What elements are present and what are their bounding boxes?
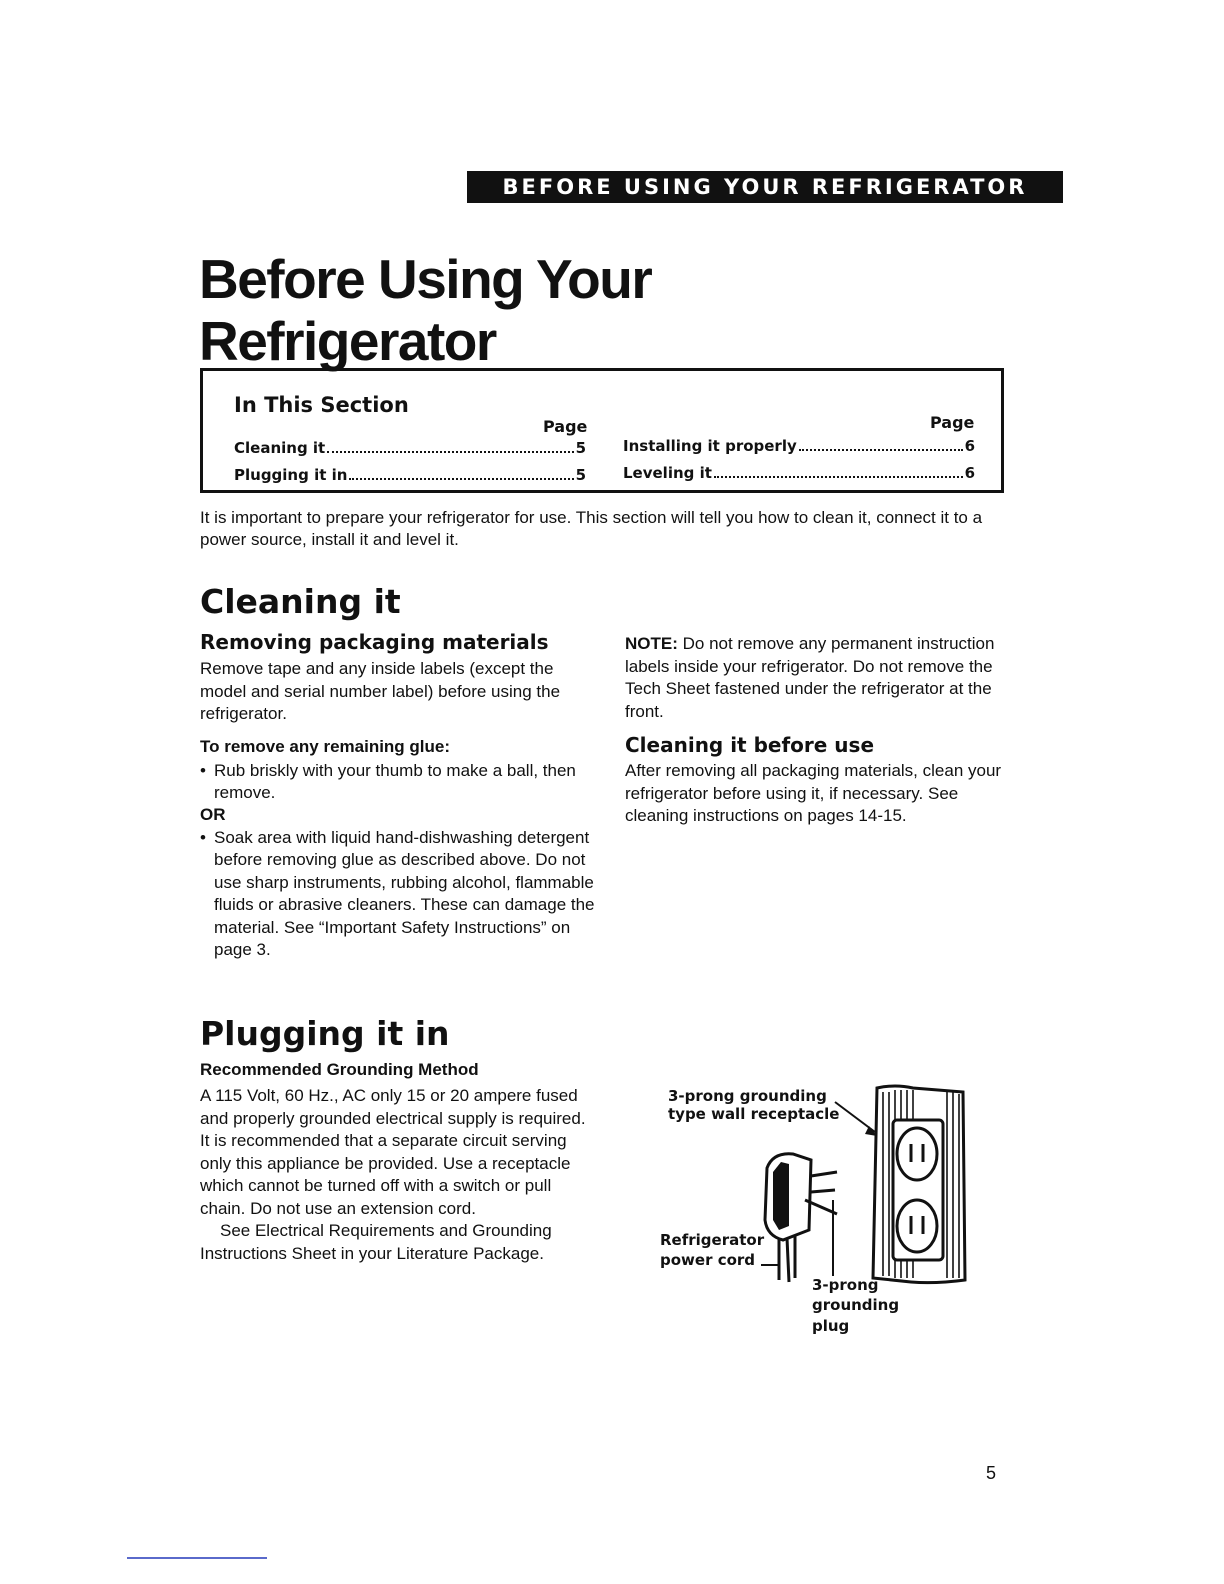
removing-packaging-text: Remove tape and any inside labels (except the model and serial number label) before using the refrigerator. <box>200 659 561 723</box>
page-title-line1: Before Using Your <box>199 248 652 310</box>
label-cord-1: Refrigerator <box>660 1231 765 1249</box>
plugging-heading: Plugging it in <box>200 1014 450 1053</box>
toc-item-page: 5 <box>575 466 586 484</box>
label-receptacle-1: 3-prong grounding <box>668 1087 827 1105</box>
label-plug-3: plug <box>812 1317 850 1335</box>
label-cord-2: power cord <box>660 1251 756 1269</box>
toc-page-header-right: Page <box>930 413 975 432</box>
note-paragraph <box>625 633 1010 723</box>
label-plug-2: grounding <box>812 1296 900 1314</box>
grounding-figure <box>655 1080 975 1350</box>
cleaning-before-use-heading: Cleaning it before use <box>625 733 875 757</box>
toc-heading: In This Section <box>234 393 409 417</box>
toc-page-header-left: Page <box>543 417 588 436</box>
label-plug-1: 3-prong <box>812 1276 879 1294</box>
toc-item-installing[interactable] <box>623 437 975 455</box>
cleaning-before-use-section <box>625 733 1020 828</box>
toc-item-plugging[interactable] <box>234 466 586 484</box>
grounding-paragraph-1: A 115 Volt, 60 Hz., AC only 15 or 20 ampere fused and properly grounded electrical supply is required. It is recommended that a separate circuit serving only this appliance be provided. Use a receptacle which cannot be turned off with a switch or pull chain. Do not use an extension cord. <box>200 1086 586 1218</box>
note-text: Do not remove any permanent instruction labels inside your refrigerator. Do not remove the Tech Sheet fastened under the refrigerator at the front. <box>625 634 995 721</box>
grounding-paragraph-2: See Electrical Requirements and Grounding Instructions Sheet in your Literature Package. <box>200 1221 552 1263</box>
note-label: NOTE: <box>625 634 678 653</box>
label-receptacle-2: type wall receptacle <box>668 1105 840 1123</box>
toc-item-page: 6 <box>964 464 975 482</box>
page-number: 5 <box>986 1463 997 1483</box>
remove-glue-heading: To remove any remaining glue: <box>200 736 451 756</box>
removing-packaging-heading: Removing packaging materials <box>200 630 549 654</box>
toc-item-page: 6 <box>964 437 975 455</box>
toc-item-leveling[interactable] <box>623 464 975 482</box>
footer-rule <box>127 1557 267 1559</box>
toc-item-label: Installing it properly <box>623 437 797 455</box>
section-banner: BEFORE USING YOUR REFRIGERATOR <box>467 171 1063 203</box>
toc-item-label: Leveling it <box>623 464 712 482</box>
removing-packaging-section <box>200 630 595 962</box>
toc-leader <box>799 449 963 451</box>
plug-and-cord <box>765 1154 837 1282</box>
cleaning-heading: Cleaning it <box>200 582 401 621</box>
page-title <box>199 248 651 372</box>
glue-bullet-rub: • Rub briskly with your thumb to make a ball, then remove. <box>200 760 595 805</box>
toc-item-cleaning[interactable] <box>234 439 586 457</box>
section-contents-box <box>200 368 1004 493</box>
glue-bullets-2 <box>200 827 595 962</box>
glue-bullet-soak: • Soak area with liquid hand-dishwashing detergent before removing glue as described above. Do not use sharp instruments, rubbing alcohol, flammable fluids or abrasive cleaners. These can damage the material. See “Important Safety Instructions” on page 3. <box>200 827 595 962</box>
toc-leader <box>714 476 963 478</box>
plugging-section <box>200 1060 595 1265</box>
or-separator: OR <box>200 804 226 824</box>
grounding-method-heading: Recommended Grounding Method <box>200 1060 479 1079</box>
toc-item-label: Plugging it in <box>234 466 348 484</box>
page-title-line2: Refrigerator <box>199 310 496 372</box>
toc-leader <box>349 478 573 480</box>
toc-item-label: Cleaning it <box>234 439 326 457</box>
toc-item-page: 5 <box>575 439 586 457</box>
cleaning-before-use-text: After removing all packaging materials, clean your refrigerator before using it, if necessary. See cleaning instructions on pages 14-15. <box>625 761 1002 825</box>
toc-leader <box>327 451 573 453</box>
glue-bullets-1 <box>200 760 595 805</box>
intro-paragraph: It is important to prepare your refrigerator for use. This section will tell you how to clean it, connect it to a power source, install it and level it. <box>200 508 983 549</box>
wall-plate <box>873 1086 965 1283</box>
